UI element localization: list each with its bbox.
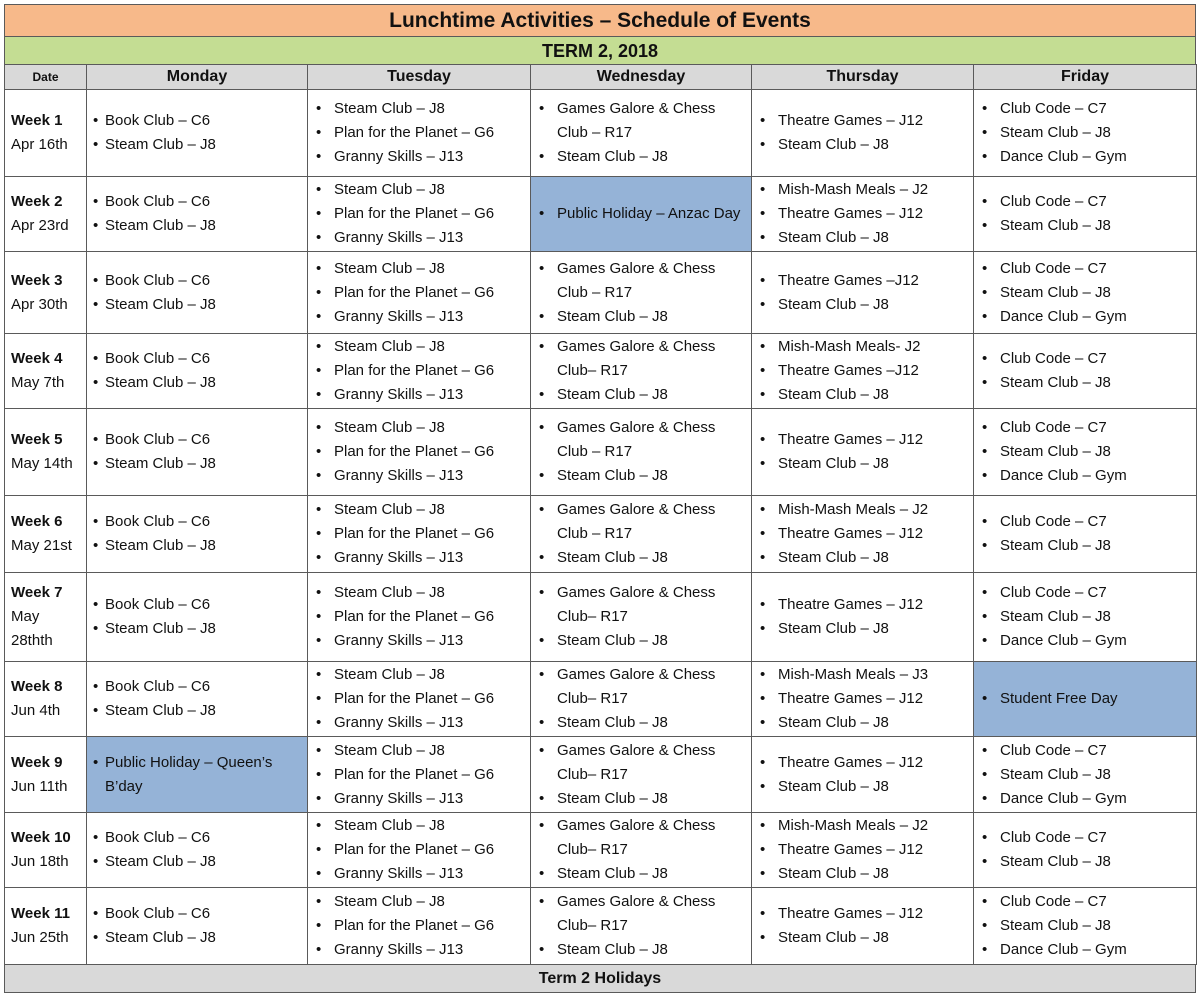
week-date: Jun 11th	[11, 777, 68, 795]
activity-item: • Steam Club – J8	[758, 926, 967, 950]
activity-item: • Steam Club – J8	[314, 890, 524, 914]
day-cell-friday	[974, 252, 1197, 334]
col-header-date: Date	[5, 65, 87, 90]
activity-item: • Steam Club – J8	[758, 133, 967, 157]
activity-item: • Steam Club – J8	[314, 97, 524, 121]
day-cell-thursday	[752, 662, 974, 737]
activity-item: • Public Holiday – Anzac Day	[537, 202, 745, 226]
day-cell-wednesday	[531, 90, 752, 177]
activity-item: • Steam Club – J8	[93, 699, 301, 723]
activity-item: • Theatre Games – J12	[758, 902, 967, 926]
week-row	[5, 888, 1197, 965]
activity-item: • Club Code – C7	[980, 739, 1190, 763]
week-date: Jun 18th	[11, 853, 69, 870]
col-header-tuesday: Tuesday	[308, 65, 531, 90]
activity-list	[314, 581, 524, 653]
activity-item: • Plan for the Planet – G6	[314, 121, 524, 145]
activity-item: • Steam Club – J8	[980, 121, 1190, 145]
day-cell-thursday	[752, 409, 974, 496]
week-row	[5, 496, 1197, 573]
activity-item: • Club Code – C7	[980, 257, 1190, 281]
activity-list	[314, 97, 524, 169]
activity-item: • Plan for the Planet – G6	[314, 914, 524, 938]
activity-item: • Plan for the Planet – G6	[314, 838, 524, 862]
week-date: Jun 4th	[11, 702, 61, 719]
week-label: Week 6	[11, 513, 63, 530]
activity-item: • Steam Club – J8	[93, 617, 301, 641]
activity-item: • Dance Club – Gym	[980, 629, 1190, 653]
term-banner: TERM 2, 2018	[4, 36, 1196, 64]
week-date-cell	[5, 496, 87, 573]
activity-list	[980, 97, 1190, 169]
activity-list	[314, 416, 524, 488]
day-cell-friday	[974, 334, 1197, 409]
activity-item: • Book Club – C6	[93, 675, 301, 699]
activity-item: • Steam Club – J8	[758, 862, 967, 886]
activity-item: • Plan for the Planet – G6	[314, 605, 524, 629]
activity-item: • Dance Club – Gym	[980, 787, 1190, 811]
activity-list	[537, 814, 745, 886]
activity-list	[314, 498, 524, 570]
week-date: Apr 30th	[11, 295, 68, 313]
day-cell-friday	[974, 90, 1197, 177]
day-cell-tuesday	[308, 496, 531, 573]
activity-item: • Book Club – C6	[93, 593, 301, 617]
week-row	[5, 252, 1197, 334]
day-cell-monday	[87, 334, 308, 409]
activity-item: • Plan for the Planet – G6	[314, 440, 524, 464]
activity-list	[980, 890, 1190, 962]
col-header-wednesday: Wednesday	[531, 65, 752, 90]
activity-list	[314, 663, 524, 735]
activity-list	[537, 202, 745, 226]
activity-item: • Steam Club – J8	[537, 711, 745, 735]
activity-list	[314, 814, 524, 886]
day-cell-wednesday	[531, 496, 752, 573]
activity-item: • Plan for the Planet – G6	[314, 687, 524, 711]
activity-list	[537, 257, 745, 329]
activity-item: • Theatre Games – J12	[758, 109, 967, 133]
week-date-cell	[5, 888, 87, 965]
activity-list	[93, 593, 301, 641]
activity-list	[93, 428, 301, 476]
activity-item: • Plan for the Planet – G6	[314, 522, 524, 546]
activity-list	[537, 739, 745, 811]
activity-item: • Steam Club – J8	[93, 293, 301, 317]
week-date: May 21st	[11, 537, 72, 554]
activity-item: • Dance Club – Gym	[980, 464, 1190, 488]
activity-item: • Granny Skills – J13	[314, 629, 524, 653]
week-date-cell	[5, 813, 87, 888]
week-date: Apr 23rd	[11, 217, 69, 234]
activity-item: • Steam Club – J8	[758, 383, 967, 407]
activity-item: • Plan for the Planet – G6	[314, 359, 524, 383]
day-cell-thursday	[752, 90, 974, 177]
activity-item: • Steam Club – J8	[314, 416, 524, 440]
activity-list	[758, 902, 967, 950]
activity-list	[758, 335, 967, 407]
activity-list	[758, 593, 967, 641]
day-cell-thursday	[752, 737, 974, 813]
activity-item: • Steam Club – J8	[758, 546, 967, 570]
day-cell-friday	[974, 737, 1197, 813]
day-cell-monday	[87, 409, 308, 496]
activity-list	[93, 190, 301, 238]
activity-item: • Club Code – C7	[980, 581, 1190, 605]
activity-item: • Steam Club – J8	[980, 763, 1190, 787]
activity-item: • Steam Club – J8	[758, 711, 967, 735]
day-cell-monday	[87, 737, 308, 813]
activity-item: • Mish-Mash Meals – J2	[758, 178, 967, 202]
day-cell-tuesday	[308, 409, 531, 496]
activity-list	[980, 581, 1190, 653]
week-label: Week 5	[11, 431, 63, 448]
activity-item: • Games Galore & Chess Club – R17	[537, 97, 745, 145]
day-cell-thursday	[752, 573, 974, 662]
activity-item: • Book Club – C6	[93, 109, 301, 133]
day-cell-thursday	[752, 334, 974, 409]
day-cell-thursday	[752, 496, 974, 573]
activity-item: • Steam Club – J8	[93, 214, 301, 238]
day-cell-friday	[974, 888, 1197, 965]
day-cell-thursday	[752, 888, 974, 965]
activity-item: • Granny Skills – J13	[314, 464, 524, 488]
activity-item: • Steam Club – J8	[980, 371, 1190, 395]
day-cell-tuesday	[308, 888, 531, 965]
activity-list	[758, 498, 967, 570]
activity-item: • Book Club – C6	[93, 826, 301, 850]
activity-list	[314, 257, 524, 329]
activity-item: • Games Galore & Chess Club– R17	[537, 663, 745, 711]
col-header-friday: Friday	[974, 65, 1197, 90]
activity-item: • Steam Club – J8	[93, 850, 301, 874]
day-cell-monday	[87, 662, 308, 737]
day-cell-wednesday	[531, 252, 752, 334]
activity-item: • Games Galore & Chess Club– R17	[537, 335, 745, 383]
day-cell-thursday	[752, 813, 974, 888]
activity-item: • Club Code – C7	[980, 510, 1190, 534]
day-cell-tuesday	[308, 573, 531, 662]
week-label: Week 10	[11, 829, 71, 846]
week-label: Week 2	[11, 193, 63, 210]
week-label: Week 4	[11, 350, 63, 367]
activity-item: • Steam Club – J8	[314, 257, 524, 281]
activity-item: • Plan for the Planet – G6	[314, 281, 524, 305]
activity-list	[93, 675, 301, 723]
activity-item: • Games Galore & Chess Club – R17	[537, 257, 745, 305]
day-cell-monday	[87, 177, 308, 252]
activity-item: • Steam Club – J8	[93, 534, 301, 558]
activity-item: • Public Holiday – Queen’s B’day	[93, 751, 301, 799]
activity-list	[980, 510, 1190, 558]
week-label: Week 9	[11, 753, 63, 771]
week-row	[5, 177, 1197, 252]
day-cell-tuesday	[308, 177, 531, 252]
day-cell-tuesday	[308, 813, 531, 888]
week-row	[5, 409, 1197, 496]
header-row	[5, 65, 1197, 90]
activity-item: • Theatre Games –J12	[758, 359, 967, 383]
activity-item: • Steam Club – J8	[537, 145, 745, 169]
activity-item: • Granny Skills – J13	[314, 787, 524, 811]
activity-item: • Dance Club – Gym	[980, 305, 1190, 329]
footer-term-holidays: Term 2 Holidays	[4, 965, 1196, 993]
schedule-body	[5, 90, 1197, 965]
week-row	[5, 573, 1197, 662]
activity-item: • Steam Club – J8	[537, 938, 745, 962]
activity-item: • Games Galore & Chess Club– R17	[537, 739, 745, 787]
activity-item: • Mish-Mash Meals – J2	[758, 814, 967, 838]
week-date-cell	[5, 409, 87, 496]
activity-item: • Games Galore & Chess Club – R17	[537, 416, 745, 464]
activity-item: • Games Galore & Chess Club – R17	[537, 498, 745, 546]
activity-item: • Steam Club – J8	[314, 335, 524, 359]
schedule-table	[4, 64, 1197, 965]
activity-list	[980, 687, 1190, 711]
day-cell-friday	[974, 177, 1197, 252]
activity-item: • Theatre Games – J12	[758, 593, 967, 617]
col-header-monday: Monday	[87, 65, 308, 90]
week-row	[5, 662, 1197, 737]
activity-item: • Steam Club – J8	[314, 581, 524, 605]
activity-list	[537, 416, 745, 488]
activity-item: • Steam Club – J8	[537, 787, 745, 811]
week-date-cell	[5, 573, 87, 662]
activity-list	[758, 178, 967, 250]
schedule-sheet	[4, 4, 1196, 993]
activity-item: • Steam Club – J8	[93, 133, 301, 157]
day-cell-wednesday	[531, 334, 752, 409]
activity-item: • Steam Club – J8	[758, 775, 967, 799]
activity-list	[314, 739, 524, 811]
activity-item: • Book Club – C6	[93, 269, 301, 293]
activity-item: • Mish-Mash Meals – J2	[758, 498, 967, 522]
week-label: Week 8	[11, 678, 63, 695]
activity-item: • Games Galore & Chess Club– R17	[537, 814, 745, 862]
activity-list	[758, 663, 967, 735]
activity-item: • Student Free Day	[980, 687, 1190, 711]
col-header-thursday: Thursday	[752, 65, 974, 90]
activity-list	[980, 257, 1190, 329]
activity-item: • Theatre Games – J12	[758, 838, 967, 862]
activity-item: • Club Code – C7	[980, 97, 1190, 121]
week-date-cell	[5, 737, 87, 813]
activity-list	[314, 178, 524, 250]
activity-list	[980, 347, 1190, 395]
activity-list	[980, 416, 1190, 488]
activity-list	[93, 510, 301, 558]
activity-item: • Theatre Games –J12	[758, 269, 967, 293]
day-cell-thursday	[752, 252, 974, 334]
week-date: May 7th	[11, 374, 65, 391]
activity-item: • Steam Club – J8	[537, 546, 745, 570]
activity-list	[314, 335, 524, 407]
week-date: May 14th	[11, 455, 73, 472]
activity-item: • Granny Skills – J13	[314, 383, 524, 407]
week-date: Apr 16th	[11, 136, 68, 153]
activity-item: • Book Club – C6	[93, 902, 301, 926]
activity-item: • Steam Club – J8	[758, 452, 967, 476]
day-cell-wednesday	[531, 409, 752, 496]
week-date: May 28thth	[11, 608, 53, 649]
activity-item: • Steam Club – J8	[314, 739, 524, 763]
activity-item: • Steam Club – J8	[980, 281, 1190, 305]
day-cell-wednesday	[531, 573, 752, 662]
day-cell-monday	[87, 573, 308, 662]
day-cell-wednesday	[531, 813, 752, 888]
activity-list	[93, 269, 301, 317]
activity-item: • Book Club – C6	[93, 190, 301, 214]
week-label: Week 7	[11, 584, 63, 601]
day-cell-monday	[87, 813, 308, 888]
activity-item: • Steam Club – J8	[980, 214, 1190, 238]
week-date-cell	[5, 662, 87, 737]
activity-item: • Games Galore & Chess Club– R17	[537, 890, 745, 938]
day-cell-friday	[974, 662, 1197, 737]
activity-list	[93, 902, 301, 950]
activity-item: • Steam Club – J8	[537, 464, 745, 488]
activity-list	[537, 498, 745, 570]
activity-item: • Steam Club – J8	[537, 305, 745, 329]
activity-list	[93, 347, 301, 395]
day-cell-wednesday	[531, 888, 752, 965]
activity-item: • Steam Club – J8	[93, 452, 301, 476]
day-cell-monday	[87, 496, 308, 573]
activity-item: • Granny Skills – J13	[314, 226, 524, 250]
activity-list	[980, 739, 1190, 811]
day-cell-tuesday	[308, 662, 531, 737]
activity-item: • Steam Club – J8	[314, 498, 524, 522]
activity-item: • Steam Club – J8	[93, 926, 301, 950]
activity-list	[758, 109, 967, 157]
day-cell-friday	[974, 813, 1197, 888]
week-date-cell	[5, 177, 87, 252]
activity-item: • Steam Club – J8	[980, 914, 1190, 938]
activity-list	[93, 751, 301, 799]
day-cell-wednesday	[531, 177, 752, 252]
activity-item: • Club Code – C7	[980, 347, 1190, 371]
activity-item: • Steam Club – J8	[758, 293, 967, 317]
activity-item: • Theatre Games – J12	[758, 751, 967, 775]
activity-item: • Theatre Games – J12	[758, 522, 967, 546]
activity-item: • Mish-Mash Meals – J3	[758, 663, 967, 687]
day-cell-thursday	[752, 177, 974, 252]
activity-list	[314, 890, 524, 962]
week-date: Jun 25th	[11, 929, 69, 946]
week-label: Week 11	[11, 905, 70, 922]
activity-item: • Steam Club – J8	[980, 850, 1190, 874]
week-row	[5, 737, 1197, 813]
activity-item: • Steam Club – J8	[980, 534, 1190, 558]
activity-list	[758, 751, 967, 799]
activity-item: • Dance Club – Gym	[980, 938, 1190, 962]
activity-item: • Theatre Games – J12	[758, 428, 967, 452]
day-cell-monday	[87, 90, 308, 177]
day-cell-wednesday	[531, 737, 752, 813]
week-row	[5, 334, 1197, 409]
activity-list	[758, 269, 967, 317]
activity-item: • Steam Club – J8	[537, 383, 745, 407]
day-cell-tuesday	[308, 737, 531, 813]
activity-item: • Granny Skills – J13	[314, 305, 524, 329]
activity-item: • Book Club – C6	[93, 510, 301, 534]
day-cell-monday	[87, 252, 308, 334]
activity-item: • Steam Club – J8	[314, 663, 524, 687]
activity-item: • Club Code – C7	[980, 416, 1190, 440]
day-cell-tuesday	[308, 334, 531, 409]
activity-item: • Club Code – C7	[980, 890, 1190, 914]
activity-item: • Steam Club – J8	[758, 617, 967, 641]
activity-list	[537, 335, 745, 407]
page-title: Lunchtime Activities – Schedule of Events	[4, 4, 1196, 36]
week-row	[5, 90, 1197, 177]
activity-list	[537, 890, 745, 962]
day-cell-friday	[974, 409, 1197, 496]
activity-list	[93, 109, 301, 157]
week-label: Week 3	[11, 271, 63, 289]
week-date-cell	[5, 334, 87, 409]
activity-item: • Steam Club – J8	[314, 178, 524, 202]
activity-item: • Games Galore & Chess Club– R17	[537, 581, 745, 629]
activity-item: • Plan for the Planet – G6	[314, 763, 524, 787]
activity-list	[537, 663, 745, 735]
activity-list	[537, 97, 745, 169]
activity-list	[758, 814, 967, 886]
activity-item: • Steam Club – J8	[537, 629, 745, 653]
activity-item: • Book Club – C6	[93, 428, 301, 452]
day-cell-tuesday	[308, 252, 531, 334]
week-date-cell	[5, 90, 87, 177]
activity-list	[980, 190, 1190, 238]
activity-item: • Granny Skills – J13	[314, 145, 524, 169]
activity-item: • Steam Club – J8	[758, 226, 967, 250]
activity-item: • Club Code – C7	[980, 190, 1190, 214]
activity-item: • Theatre Games – J12	[758, 202, 967, 226]
activity-item: • Granny Skills – J13	[314, 862, 524, 886]
activity-item: • Steam Club – J8	[537, 862, 745, 886]
week-date-cell	[5, 252, 87, 334]
activity-item: • Book Club – C6	[93, 347, 301, 371]
activity-item: • Dance Club – Gym	[980, 145, 1190, 169]
activity-item: • Steam Club – J8	[980, 440, 1190, 464]
activity-item: • Steam Club – J8	[314, 814, 524, 838]
day-cell-monday	[87, 888, 308, 965]
activity-list	[758, 428, 967, 476]
activity-item: • Theatre Games – J12	[758, 687, 967, 711]
activity-item: • Granny Skills – J13	[314, 938, 524, 962]
activity-item: • Mish-Mash Meals- J2	[758, 335, 967, 359]
activity-list	[537, 581, 745, 653]
activity-list	[980, 826, 1190, 874]
activity-item: • Steam Club – J8	[980, 605, 1190, 629]
activity-item: • Granny Skills – J13	[314, 711, 524, 735]
day-cell-friday	[974, 573, 1197, 662]
week-row	[5, 813, 1197, 888]
activity-item: • Club Code – C7	[980, 826, 1190, 850]
day-cell-tuesday	[308, 90, 531, 177]
activity-item: • Granny Skills – J13	[314, 546, 524, 570]
week-label: Week 1	[11, 112, 63, 129]
activity-item: • Plan for the Planet – G6	[314, 202, 524, 226]
day-cell-friday	[974, 496, 1197, 573]
activity-list	[93, 826, 301, 874]
activity-item: • Steam Club – J8	[93, 371, 301, 395]
day-cell-wednesday	[531, 662, 752, 737]
